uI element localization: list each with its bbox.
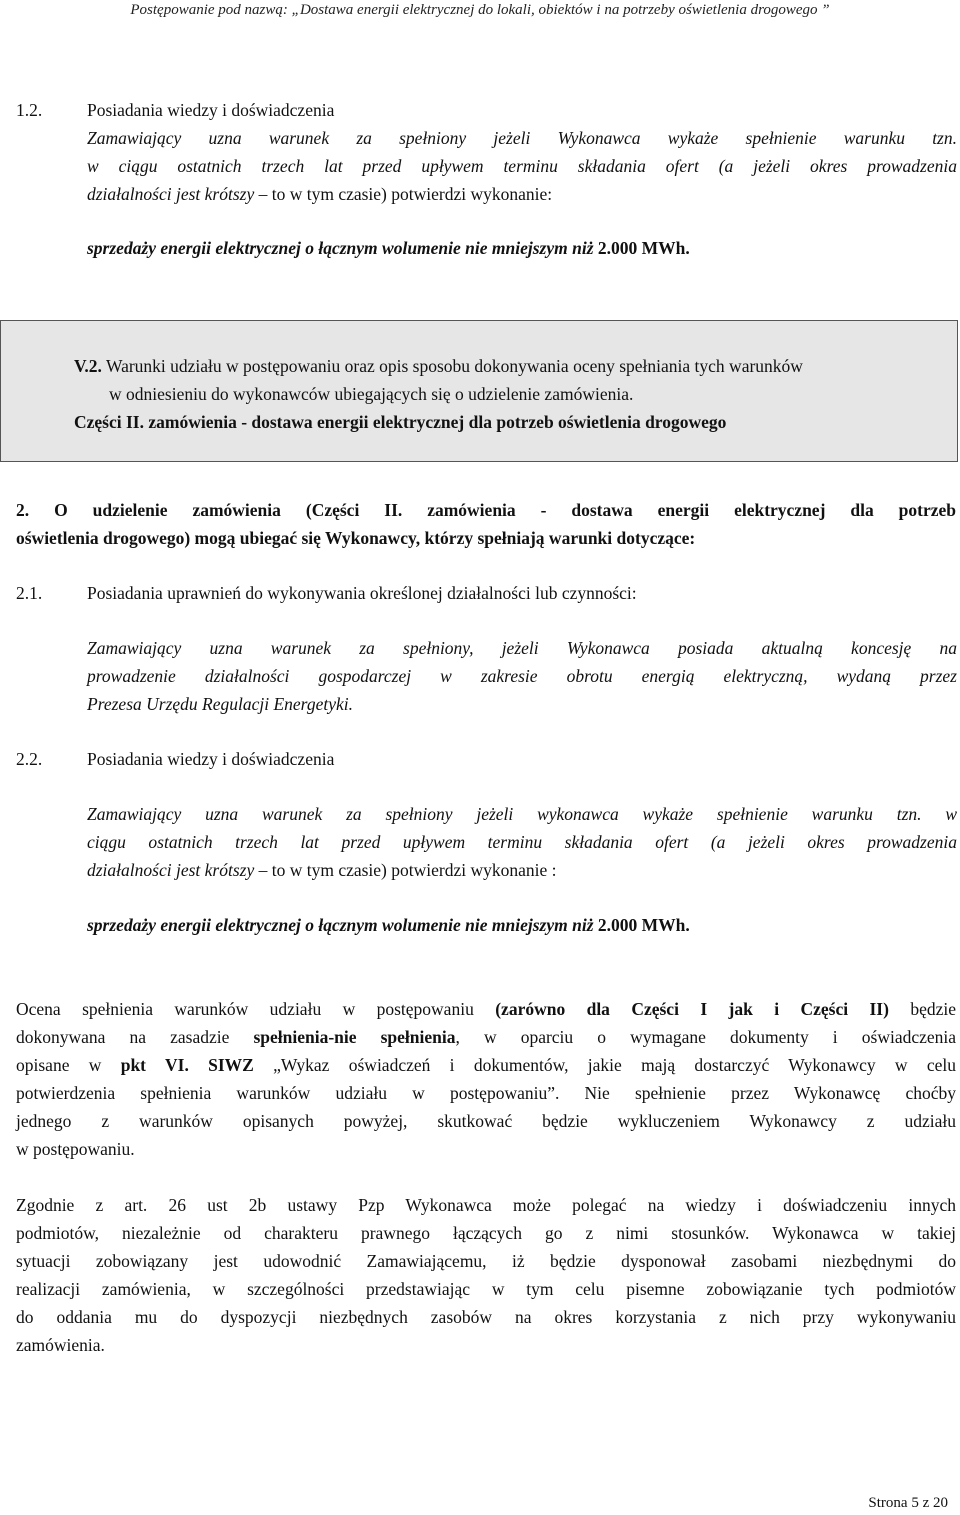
section-title: Posiadania wiedzy i doświadczenia — [87, 749, 335, 769]
page-header: Postępowanie pod nazwą: „Dostawa energii elektrycznej do lokali, obiektów i na potrzeby oświetlenia drogowego ” — [130, 2, 830, 18]
paragraph-line: w ciągu ostatnich trzech lat przed upływem terminu składania ofert (a jeżeli okres prowadzenia — [87, 156, 957, 176]
text-regular: dokonywana na zasadzie — [16, 1027, 254, 1047]
text-regular: opisane w — [16, 1055, 121, 1075]
section-number: 2.1. — [16, 583, 43, 603]
paragraph-line: Zamawiający uzna warunek za spełniony jeżeli wykonawca wykaże spełnienie warunku tzn. w — [87, 804, 957, 824]
paragraph-line: ciągu ostatnich trzech lat przed upływem terminu składania ofert (a jeżeli okres prowadzenia — [87, 832, 957, 852]
paragraph-line: sytuacji zobowiązany jest udowodnić Zamawiającemu, iż będzie dysponował zasobami niezbędnymi do — [16, 1251, 956, 1271]
text-bold: 2.000 MWh. — [597, 915, 690, 935]
paragraph-line — [87, 856, 957, 884]
paragraph-line: do oddania mu do dyspozycji niezbędnych zasobów na okres korzystania z nich przy wykonywaniu — [16, 1307, 956, 1327]
section-number: 1.2. — [16, 100, 43, 120]
section-2-line: 2. O udzielenie zamówienia (Części II. zamówienia - dostawa energii elektrycznej dla potrzeb — [16, 500, 956, 520]
box-line: w odniesieniu do wykonawców ubiegających się o udzielenie zamówienia. — [109, 384, 634, 404]
text-bold: (zarówno dla Części I jak i Części II) — [495, 999, 889, 1019]
section-2-line: oświetlenia drogowego) mogą ubiegać się Wykonawcy, którzy spełniają warunki dotyczące: — [16, 528, 696, 548]
text-regular: , w oparciu o wymagane dokumenty i oświadczenia — [455, 1027, 957, 1047]
section-number: 2.2. — [16, 749, 43, 769]
paragraph-line: Prezesa Urzędu Regulacji Energetyki. — [87, 694, 353, 714]
box-number: V.2. — [74, 356, 102, 376]
paragraph-line: w postępowaniu. — [16, 1139, 135, 1159]
paragraph-line — [16, 1051, 956, 1079]
text-regular: to w tym czasie) potwierdzi wykonanie: — [271, 184, 553, 204]
paragraph-line: jednego z warunków opisanych powyżej, skutkować będzie wykluczeniem Wykonawcy z udziału — [16, 1111, 956, 1131]
text-bold-italic: sprzedaży energii elektrycznej o łącznym wolumenie nie mniejszym niż — [87, 915, 598, 935]
section-title: Posiadania uprawnień do wykonywania określonej działalności lub czynności: — [87, 583, 637, 603]
text-regular: Ocena spełnienia warunków udziału w postępowaniu — [16, 999, 496, 1019]
section-2-2-heading — [16, 745, 956, 773]
box-line — [74, 352, 960, 380]
section-1-2-heading — [16, 96, 956, 124]
box-title: Części II. zamówienia - dostawa energii elektrycznej dla potrzeb oświetlenia drogowego — [74, 412, 727, 432]
text-bold: 2.000 MWh. — [597, 238, 690, 258]
text-bold: spełnienia-nie spełnienia — [253, 1027, 456, 1047]
paragraph-line: zamówienia. — [16, 1335, 105, 1355]
paragraph-line: Zamawiający uzna warunek za spełniony jeżeli Wykonawca wykaże spełnienie warunku tzn. — [87, 128, 957, 148]
requirement-line — [87, 234, 957, 262]
text-italic: działalności jest krótszy – — [87, 860, 272, 880]
page-number: Strona 5 z 20 — [868, 1495, 948, 1511]
text-regular: to w tym czasie) potwierdzi wykonanie : — [271, 860, 557, 880]
paragraph-line — [87, 180, 957, 208]
text-regular: będzie — [888, 999, 956, 1019]
paragraph-line — [16, 995, 956, 1023]
text-regular: „Wykaz oświadczeń i dokumentów, jakie mają dostarczyć Wykonawcy w celu — [253, 1055, 957, 1075]
paragraph-line — [16, 1023, 956, 1051]
paragraph-line: podmiotów, niezależnie od charakteru prawnego łączących go z nimi stosunków. Wykonawca w takiej — [16, 1223, 956, 1243]
box-text: Warunki udziału w postępowaniu oraz opis sposobu dokonywania oceny spełniania tych warunków — [101, 356, 803, 376]
section-2-1-heading — [16, 579, 956, 607]
paragraph-line: Zamawiający uzna warunek za spełniony, jeżeli Wykonawca posiada aktualną koncesję na — [87, 638, 957, 658]
section-title: Posiadania wiedzy i doświadczenia — [87, 100, 335, 120]
paragraph-line: Zgodnie z art. 26 ust 2b ustawy Pzp Wykonawca może polegać na wiedzy i doświadczeniu innych — [16, 1195, 956, 1215]
requirement-line — [87, 911, 957, 939]
paragraph-line: potwierdzenia spełnienia warunków udziału w postępowaniu”. Nie spełnienie przez Wykonawcę choćby — [16, 1083, 956, 1103]
text-bold-italic: sprzedaży energii elektrycznej o łącznym wolumenie nie mniejszym niż — [87, 238, 598, 258]
paragraph-line: realizacji zamówienia, w szczególności przedstawiając w tym celu pisemne zobowiązanie tych podmiotów — [16, 1279, 956, 1299]
text-bold: pkt VI. SIWZ — [120, 1055, 254, 1075]
paragraph-line: prowadzenie działalności gospodarczej w zakresie obrotu energią elektryczną, wydaną przez — [87, 666, 957, 686]
text-italic: działalności jest krótszy – — [87, 184, 272, 204]
